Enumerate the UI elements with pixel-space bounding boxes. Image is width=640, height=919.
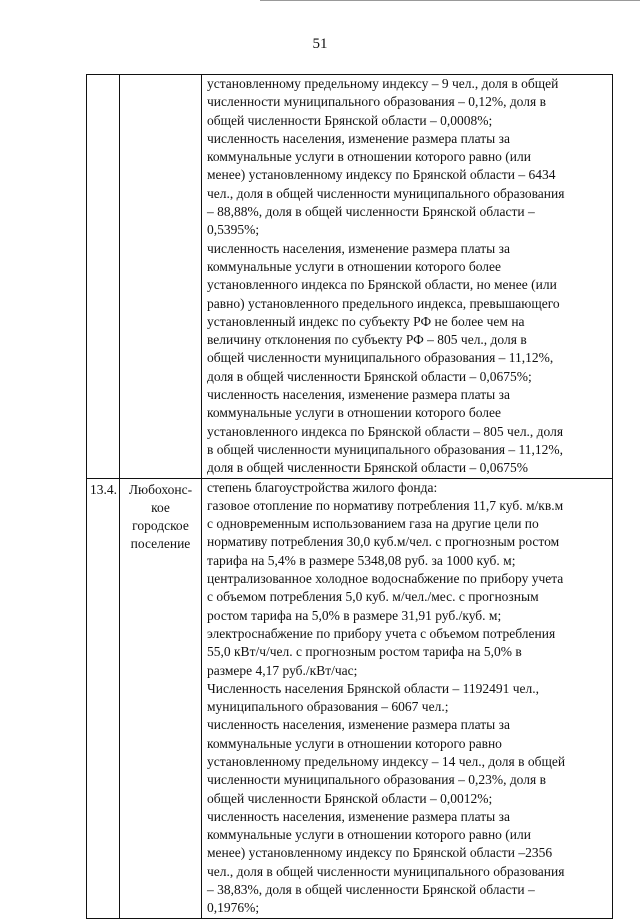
text-line: Численность населения Брянской области – 1192491 чел., [207,680,539,696]
text-line: электроснабжение по прибору учета с объемом потребления [207,625,556,641]
text-line: численности муниципального образования – 0,23%, доля в [207,772,546,788]
text-line: менее) установленному индексу по Брянской области – 6434 [207,167,556,183]
settlement-name-line: городское [132,518,189,534]
text-line: с объемом потребления 5,0 куб. м/чел./мес. с прогнозным [207,589,539,605]
text-line: численность населения, изменение размера платы за [207,387,510,403]
text-line: численность населения, изменение размера платы за [207,130,510,146]
row-text-cell [202,478,613,918]
text-line: коммунальные услуги в отношении которого более [207,405,501,421]
text-line: установленного индекса по Брянской области, но менее (или [207,277,557,293]
settlement-name-line: поселение [130,536,191,552]
text-line: чел., доля в общей численности муниципального образования [207,185,565,201]
text-line: газовое отопление по нормативу потребления 11,7 куб. м/кв.м [207,497,564,513]
row-number-cell [87,75,120,479]
text-line: общей численности Брянской области – 0,0008%; [207,112,493,128]
text-line: установленному предельному индексу – 9 чел., доля в общей [207,76,559,91]
table-row [87,75,613,479]
text-line: – 38,83%, доля в общей численности Брянской области – [207,882,535,898]
text-line: в общей численности муниципального образования – 11,12%, [207,441,564,457]
text-line: 55,0 кВт/ч/чел. с прогнозным ростом тарифа на 5,0% в [207,644,522,660]
text-line: доля в общей численности Брянской области – 0,0675%; [207,368,532,384]
text-line: равно) установленного предельного индекса, превышающего [207,295,560,311]
text-line: коммунальные услуги в отношении которого равно [207,735,502,751]
text-line: коммунальные услуги в отношении которого более [207,258,501,274]
text-line: чел., доля в общей численности муниципального образования [207,863,565,879]
page-number: 51 [312,36,328,52]
text-line: общей численности муниципального образования – 11,12%, [207,350,554,366]
row-number-cell [87,478,120,918]
row-name-cell [120,75,202,479]
document-table [86,74,613,919]
text-line: тарифа на 5,4% в размере 5348,08 руб. за 1000 куб. м; [207,552,516,568]
text-line: централизованное холодное водоснабжение по прибору учета [207,571,564,587]
text-line: общей численности Брянской области – 0,0012%; [207,790,493,806]
text-line: коммунальные услуги в отношении которого равно (или [207,149,531,165]
text-line: ростом тарифа на 5,0% в размере 31,91 руб./куб. м; [207,607,502,623]
text-line: степень благоустройства жилого фонда: [207,479,438,495]
settlement-name-line: Любохонс- [128,481,193,497]
text-line: численность населения, изменение размера платы за [207,717,510,733]
text-line: доля в общей численности Брянской области – 0,0675% [207,460,529,476]
row-number: 13.4. [90,481,117,497]
row-name-cell [120,478,202,918]
table-row [87,478,613,918]
text-line: 0,5395%; [207,222,260,238]
text-line: численность населения, изменение размера платы за [207,808,510,824]
text-line: коммунальные услуги в отношении которого равно (или [207,827,531,843]
text-line: установленного индекса по Брянской области – 805 чел., доля [207,423,564,439]
text-line: с одновременным использованием газа на другие цели по [207,516,539,532]
settlement-name-line: кое [151,499,170,515]
text-line: установленный индекс по субъекту РФ не более чем на [207,313,525,329]
text-line: численности муниципального образования – 0,12%, доля в [207,94,546,110]
row-text-cell [202,75,613,479]
text-line: – 88,88%, доля в общей численности Брянской области – [207,204,535,220]
text-line: численность населения, изменение размера платы за [207,240,510,256]
text-line: величину отклонения по субъекту РФ – 805 чел., доля в [207,332,527,348]
text-line: 0,1976%; [207,900,260,916]
text-line: размере 4,17 руб./кВт/час; [207,662,358,678]
text-line: установленному предельному индексу – 14 чел., доля в общей [207,753,566,769]
text-line: менее) установленному индексу по Брянской области –2356 [207,845,553,861]
text-line: нормативу потребления 30,0 куб.м/чел. с прогнозным ростом [207,534,560,550]
text-line: муниципального образования – 6067 чел.; [207,699,449,715]
top-edge-rule [260,0,640,1]
